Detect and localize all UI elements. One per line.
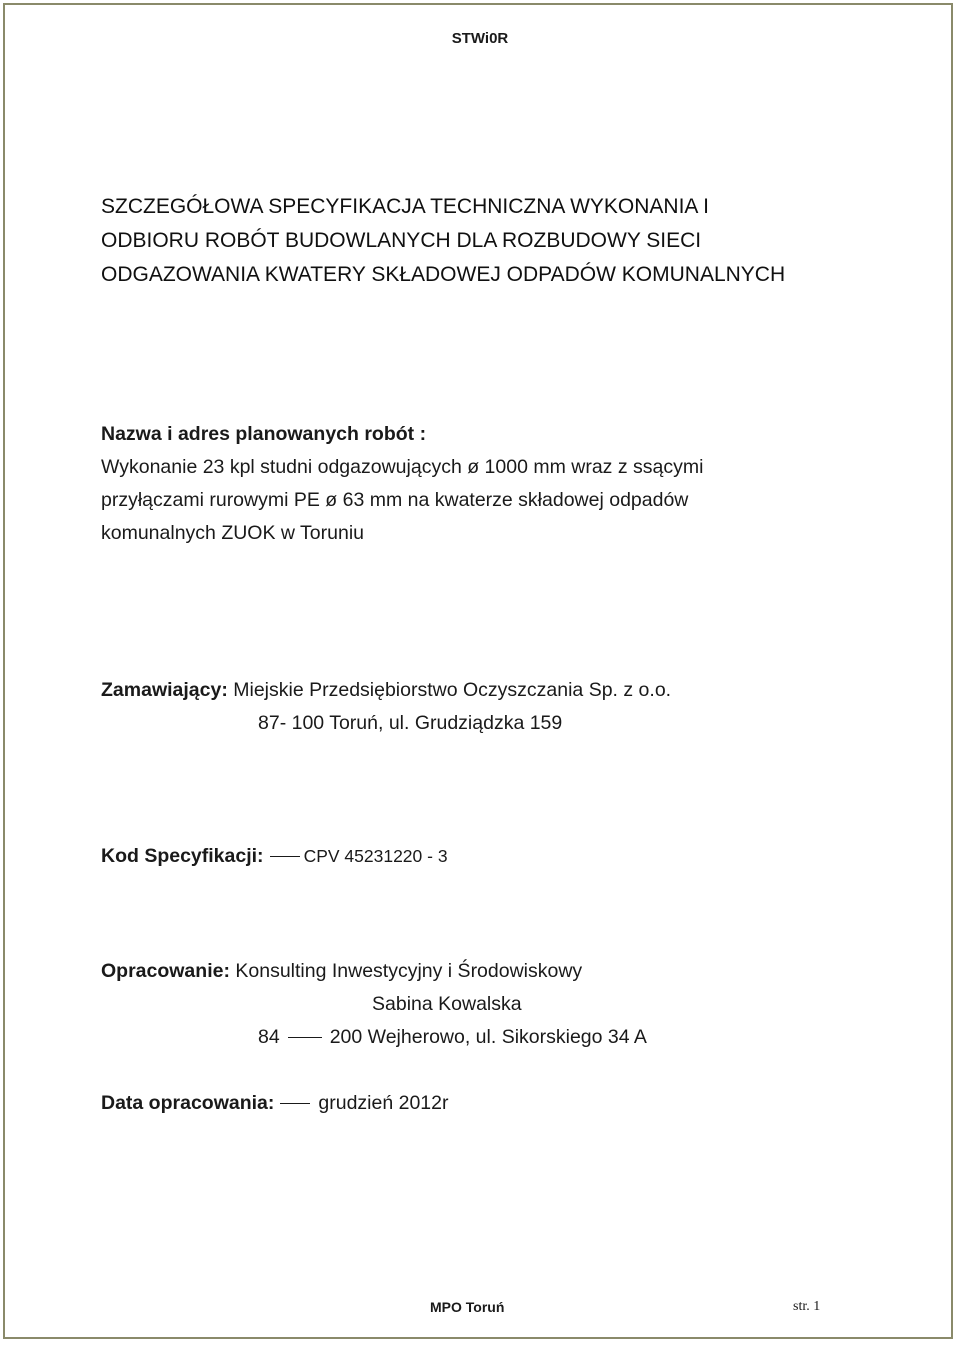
prepared-date-label: Data opracowania: bbox=[101, 1092, 275, 1114]
title-line-2: ODBIORU ROBÓT BUDOWLANYCH DLA ROZBUDOWY SIECI bbox=[101, 229, 702, 252]
works-line-2: przyłączami rurowymi PE ø 63 mm na kwaterze składowej odpadów bbox=[101, 489, 689, 511]
prepared-date-value: grudzień 2012r bbox=[318, 1092, 449, 1114]
client-label: Zamawiający: bbox=[101, 679, 228, 701]
prepared-by-section bbox=[101, 955, 901, 1054]
address-rest: 200 Wejherowo, ul. Sikorskiego 34 A bbox=[329, 1026, 647, 1048]
prepared-by-label: Opracowanie: bbox=[101, 960, 230, 982]
client-section bbox=[101, 674, 901, 740]
title-line-1: SZCZEGÓŁOWA SPECYFIKACJA TECHNICZNA WYKONANIA I bbox=[101, 195, 709, 218]
title-line-3: ODGAZOWANIA KWATERY SKŁADOWEJ ODPADÓW KOMUNALNYCH bbox=[101, 263, 786, 286]
prepared-by-company: Konsulting Inwestycyjny i Środowiskowy bbox=[235, 960, 583, 982]
works-line-3: komunalnych ZUOK w Toruniu bbox=[101, 522, 365, 544]
prepared-by-address bbox=[101, 1021, 901, 1054]
works-section bbox=[101, 418, 901, 550]
specification-code: CPV 45231220 - 3 bbox=[303, 846, 448, 866]
specification-section bbox=[101, 840, 901, 873]
works-label: Nazwa i adres planowanych robót : bbox=[101, 423, 427, 445]
document-title bbox=[101, 190, 901, 292]
dash-separator bbox=[280, 1103, 310, 1104]
client-line bbox=[101, 674, 901, 707]
prepared-by-person: Sabina Kowalska bbox=[372, 993, 522, 1015]
dash-separator bbox=[288, 1037, 322, 1038]
footer-page-number: str. 1 bbox=[793, 1299, 821, 1314]
footer-organization: MPO Toruń bbox=[430, 1299, 505, 1315]
prepared-date-section bbox=[101, 1087, 901, 1120]
client-name: Miejskie Przedsiębiorstwo Oczyszczania Sp. z o.o. bbox=[233, 679, 672, 701]
specification-label: Kod Specyfikacji: bbox=[101, 845, 264, 867]
dash-separator bbox=[270, 856, 300, 857]
document-code: STWi0R bbox=[451, 30, 509, 47]
prepared-by-line bbox=[101, 955, 901, 988]
client-address: 87- 100 Toruń, ul. Grudziądzka 159 bbox=[258, 712, 563, 734]
works-line-1: Wykonanie 23 kpl studni odgazowujących ø 1000 mm wraz z ssącymi bbox=[101, 456, 704, 478]
postal-code-prefix: 84 bbox=[258, 1026, 280, 1048]
